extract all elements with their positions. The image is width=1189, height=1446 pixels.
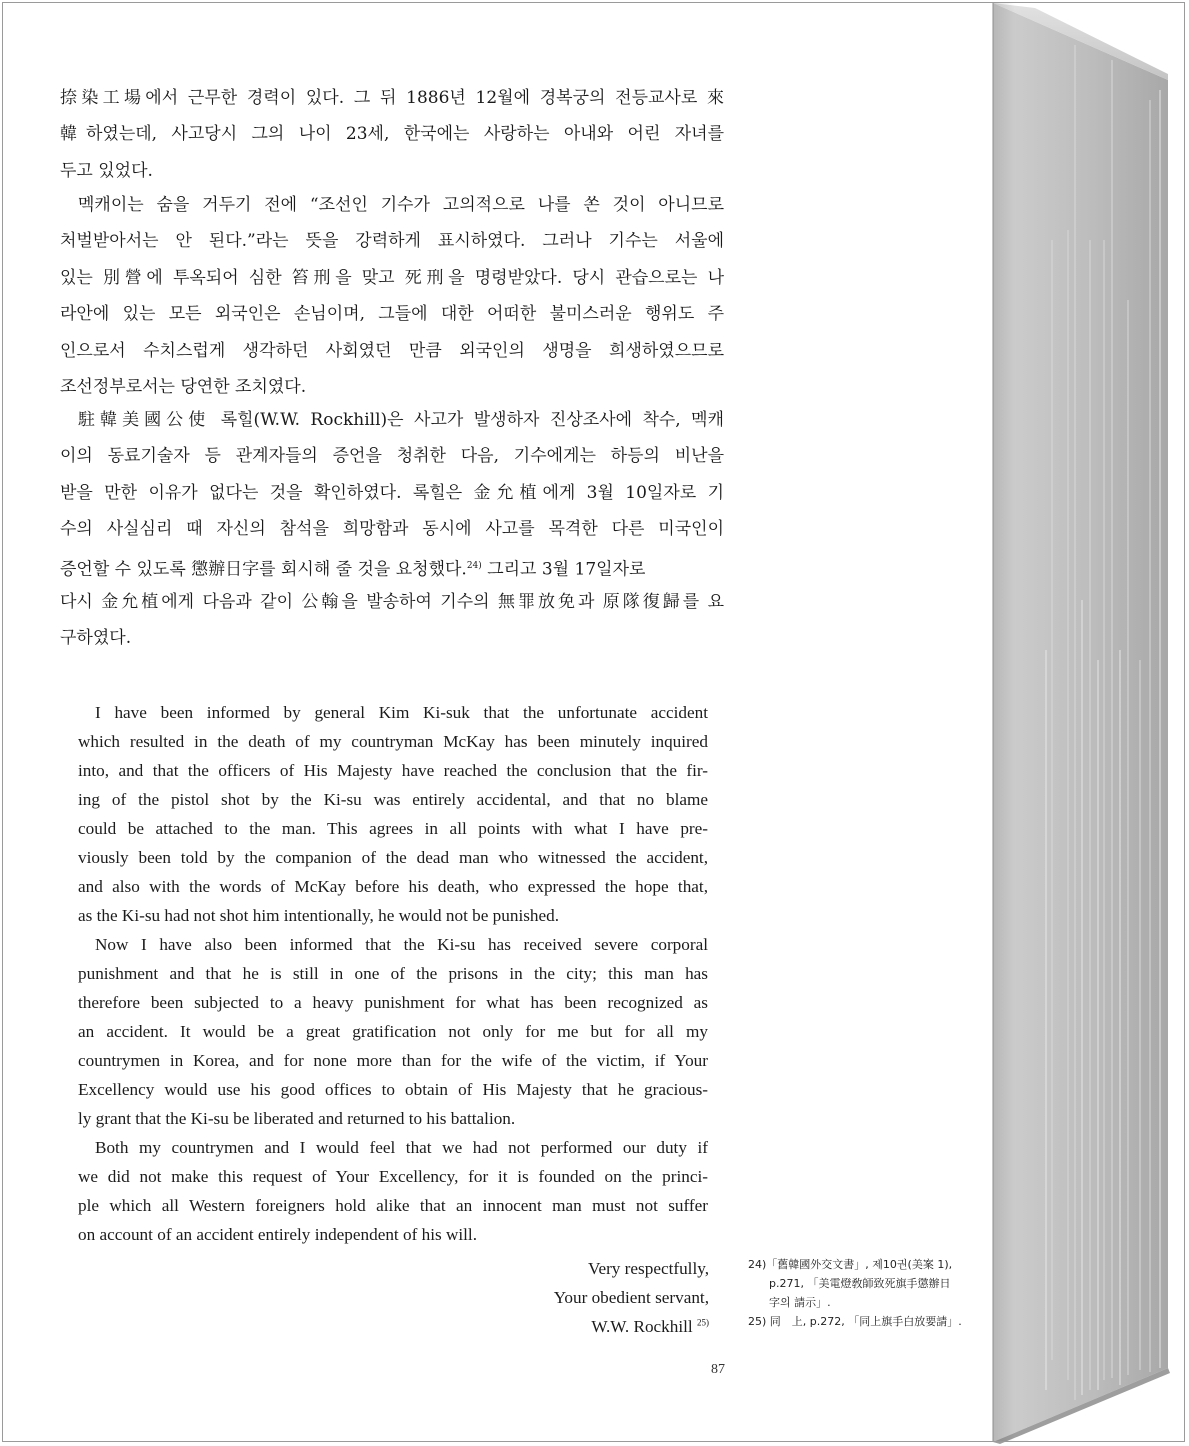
letter-line: which resulted in the death of my countryman McKay has been minutely inquired	[78, 732, 708, 752]
page-number: 87	[711, 1362, 725, 1377]
korean-paragraph-2	[60, 187, 724, 405]
text-line: 증언할 수 있도록 懲辦日字를 회시해 줄 것을 요청했다.	[60, 559, 467, 580]
text-line: 받을 만한 이유가 없다는 것을 확인하였다. 록힐은 金允植에게 3월 10일자로 기	[60, 482, 724, 503]
text-line: 두고 있었다.	[60, 160, 153, 181]
letter-line: punishment and that he is still in one of the prisons in the city; this man has	[78, 964, 708, 984]
text-line: 있는 別營에 투옥되어 심한 笞刑을 맞고 死刑을 명령받았다. 당시 관습으로는 나	[60, 267, 724, 288]
letter-paragraph-1	[78, 698, 708, 930]
text-line: 조선정부로서는 당연한 조치였다.	[60, 376, 307, 397]
letter-paragraph-2	[78, 930, 708, 1133]
text-line: 駐韓美國公使 록힐(W.W. Rockhill)은 사고가 발생하자 진상조사에 착수, 멕캐	[78, 410, 724, 430]
footnote-24-line-1: 24)「舊韓國外交文書」, 제10권(美案 1),	[748, 1258, 953, 1271]
text-line: 멕캐이는 숨을 거두기 전에 “조선인 기수가 고의적으로 나를 쏜 것이 아니므로	[78, 195, 724, 215]
letter-line: viously been told by the companion of the dead man who witnessed the accident,	[78, 848, 708, 868]
letter-line: ly grant that the Ki-su be liberated and returned to his battalion.	[78, 1109, 516, 1129]
letter-line: as the Ki-su had not shot him intentionally, he would not be punished.	[78, 906, 560, 926]
footnote-ref-24[interactable]: 24)	[466, 560, 482, 571]
text-line: 韓하였는데, 사고당시 그의 나이 23세, 한국에는 사랑하는 아내와 어린 자녀를	[60, 124, 724, 145]
letter-line: countrymen in Korea, and for none more than for the wife of the victim, if Your	[78, 1051, 708, 1071]
letter-servant-line: Your obedient servant,	[553, 1288, 709, 1307]
signer-name: W.W. Rockhill	[591, 1317, 693, 1336]
letter-line: an accident. It would be a great gratification not only for me but for all my	[78, 1022, 708, 1042]
footnotes	[748, 1255, 988, 1331]
letter-line: Now I have also been informed that the Ki-su has received severe corporal	[95, 935, 708, 954]
letter-line: and also with the words of McKay before his death, who expressed the hope that,	[78, 877, 708, 897]
text-line: 구하였다.	[60, 628, 132, 649]
letter-paragraph-3	[78, 1133, 708, 1249]
footnote-24-line-3: 字의 請示」.	[769, 1296, 831, 1309]
text-line: 인으로서 수치스럽게 생각하던 사회였던 만큼 외국인의 생명을 희생하였으므로	[60, 340, 724, 361]
text-line-with-footnote	[60, 548, 724, 584]
footnote-24-line-2: p.271, 「美電燈敎師致死旗手懲辦日	[769, 1277, 951, 1290]
footnote-ref-25[interactable]: 25)	[697, 1317, 709, 1328]
letter-line: we did not make this request of Your Excellency, for it is founded on the princi-	[78, 1167, 708, 1187]
letter-line: Both my countrymen and I would feel that we had not performed our duty if	[95, 1138, 708, 1157]
footnote-25: 25) 同 上, p.272, 「同上旗手白放要請」.	[748, 1315, 962, 1328]
letter-line: Excellency would use his good offices to obtain of His Majesty that he gracious-	[78, 1080, 708, 1100]
text-line: 라안에 있는 모든 외국인은 손님이며, 그들에 대한 어떠한 불미스러운 행위도 주	[60, 304, 724, 325]
letter-line: on account of an accident entirely independent of his will.	[78, 1225, 477, 1245]
letter-line: ing of the pistol shot by the Ki-su was entirely accidental, and that no blame	[78, 790, 708, 810]
letter-line: ple which all Western foreigners hold alike that an innocent man must not suffer	[78, 1196, 708, 1216]
letter-signer	[591, 1317, 709, 1337]
letter-line: therefore been subjected to a heavy punishment for what has been recognized as	[78, 993, 708, 1013]
korean-paragraph-1	[60, 80, 724, 189]
letter-line: I have been informed by general Kim Ki-suk that the unfortunate accident	[95, 703, 708, 722]
text-line: 다시 金允植에게 다음과 같이 公翰을 발송하여 기수의 無罪放免과 原隊復歸를 요	[60, 591, 724, 612]
letter-closing: Very respectfully,	[587, 1259, 709, 1278]
letter-line: into, and that the officers of His Majesty have reached the conclusion that the fir-	[78, 761, 708, 781]
letter-line: could be attached to the man. This agrees in all points with what I have pre-	[78, 819, 708, 839]
text-line: 捺染工場에서 근무한 경력이 있다. 그 뒤 1886년 12월에 경복궁의 전등교사로 來	[60, 88, 724, 108]
text-line: 처벌받아서는 안 된다.”라는 뜻을 강력하게 표시하였다. 그러나 기수는 서울에	[60, 231, 724, 252]
text-line: 이의 동료기술자 등 관계자들의 증언을 청취한 다음, 기수에게는 하등의 비난을	[60, 446, 724, 467]
text-line: 수의 사실심리 때 자신의 참석을 희망함과 동시에 사고를 목격한 다른 미국인이	[60, 519, 724, 540]
korean-paragraph-3	[60, 402, 724, 657]
text-line-tail: 그리고 3월 17일자로	[481, 559, 646, 580]
